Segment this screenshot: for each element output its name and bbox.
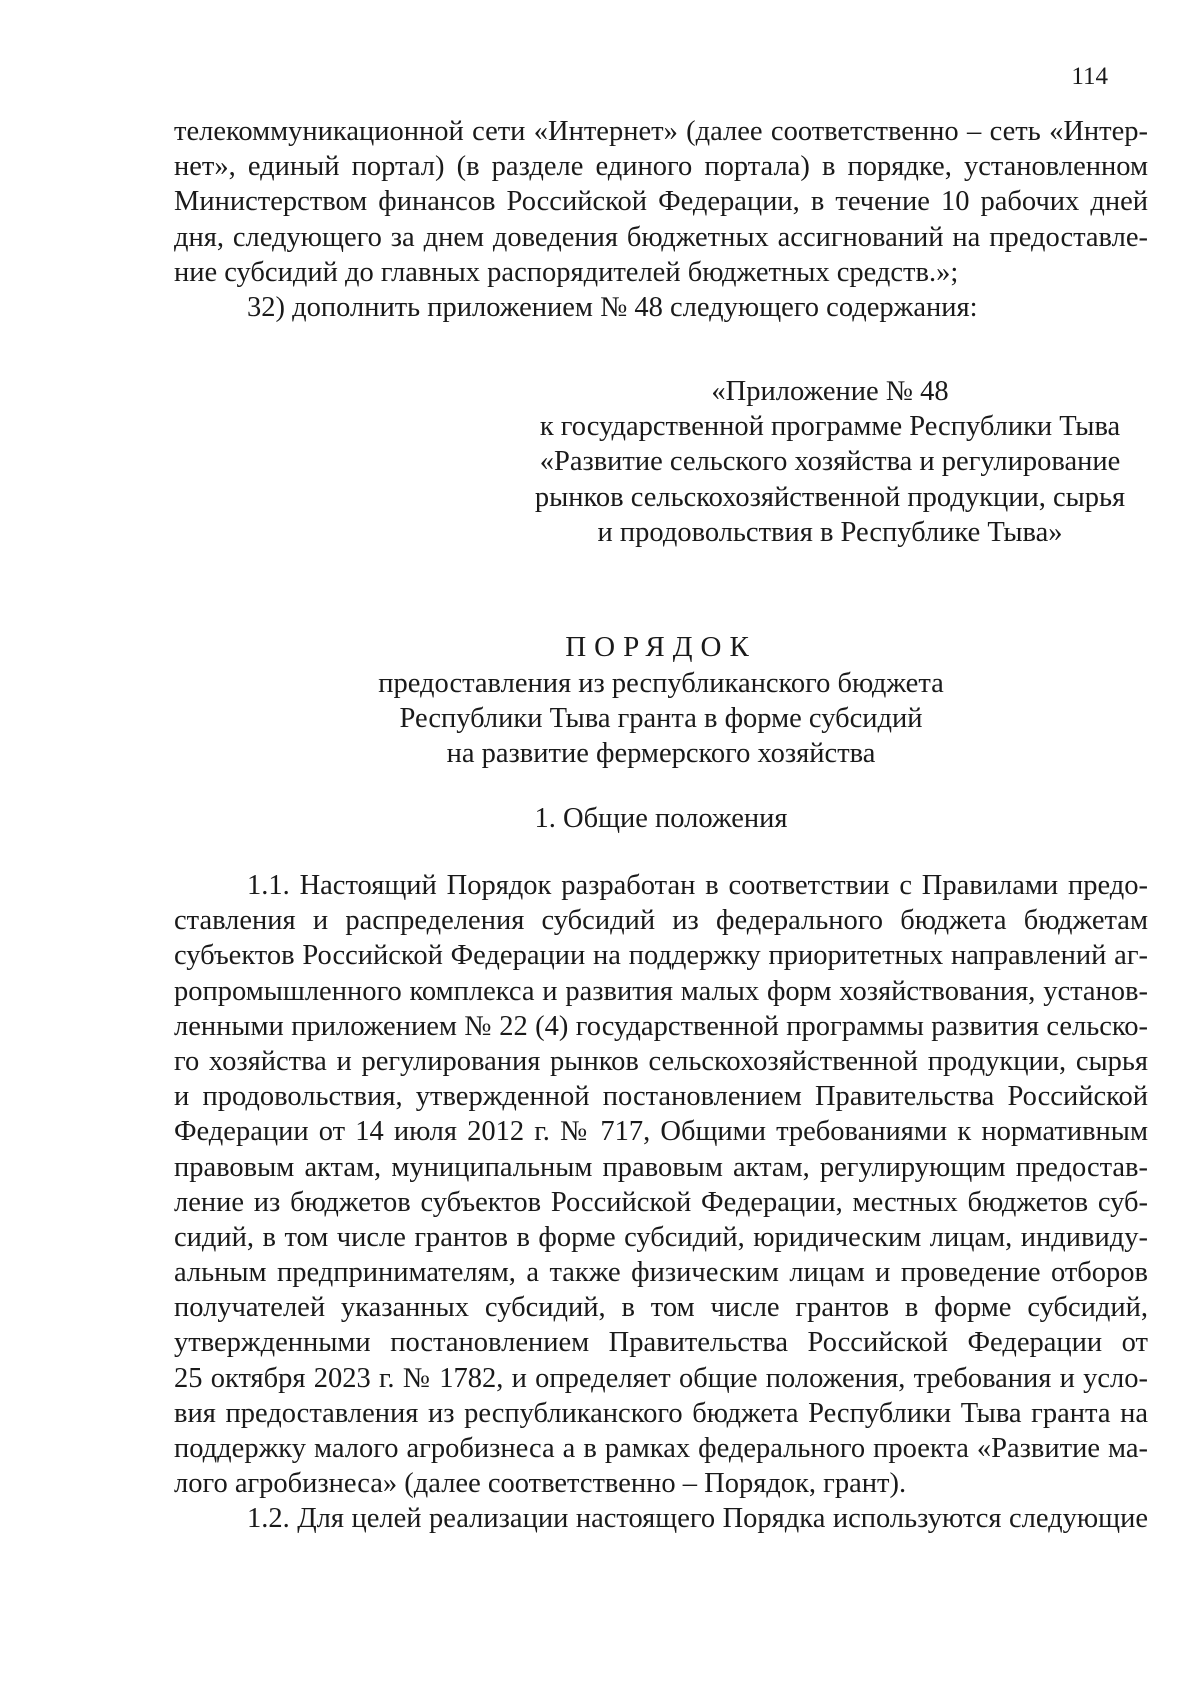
- page-number: 114: [1071, 63, 1108, 90]
- paragraph-line: сидий, в том числе грантов в форме субсидий, юридическим лицам, индивиду-: [174, 1221, 1148, 1253]
- paragraph-line: 25 октября 2023 г. № 1782, и определяет общие положения, требования и усло-: [174, 1362, 1148, 1394]
- paragraph-line: ропромышленного комплекса и развития малых форм хозяйствования, установ-: [174, 975, 1148, 1007]
- section-heading: 1. Общие положения: [534, 803, 788, 834]
- intro-line: телекоммуникационной сети «Интернет» (далее соответственно – сеть «Интер-: [174, 116, 1148, 147]
- title-main: ПОРЯДОК: [565, 631, 757, 663]
- appendix-line: и продовольствия в Республике Тыва»: [597, 516, 1063, 548]
- appendix-line: «Приложение № 48: [711, 376, 949, 407]
- intro-line: нет», единый портал) (в разделе единого портала) в порядке, установленном: [174, 151, 1148, 183]
- paragraph-line: субъектов Российской Федерации на поддержку приоритетных направлений аг-: [174, 940, 1148, 972]
- item-32: 32) дополнить приложением № 48 следующего содержания:: [247, 291, 978, 323]
- paragraph-line: лого агробизнеса» (далее соответственно – Порядок, грант).: [174, 1468, 907, 1500]
- document-title: [174, 628, 1148, 772]
- paragraph-line: го хозяйства и регулирования рынков сельскохозяйственной продукции, сырья: [174, 1045, 1148, 1077]
- appendix-line: «Развитие сельского хозяйства и регулирование: [539, 446, 1121, 478]
- intro-paragraph: [174, 114, 1148, 325]
- paragraph-line: ление из бюджетов субъектов Российской Федерации, местных бюджетов суб-: [174, 1186, 1148, 1218]
- title-subline: предоставления из республиканского бюджета: [378, 668, 944, 699]
- intro-line: дня, следующего за днем доведения бюджетных ассигнований на предоставле-: [174, 221, 1148, 253]
- paragraph-line: альным предпринимателям, а также физическим лицам и проведение отборов: [174, 1257, 1148, 1289]
- paragraph-line: получателей указанных субсидий, в том числе грантов в форме субсидий,: [174, 1292, 1148, 1324]
- paragraph-line: Федерации от 14 июля 2012 г. № 717, Общими требованиями к нормативным: [174, 1116, 1148, 1148]
- intro-line: ние субсидий до главных распорядителей бюджетных средств.»;: [174, 256, 959, 288]
- paragraph-line: ленными приложением № 22 (4) государственной программы развития сельско-: [174, 1010, 1148, 1042]
- paragraph-line: ставления и распределения субсидий из федерального бюджета бюджетам: [174, 905, 1148, 937]
- paragraph-line: вия предоставления из республиканского бюджета Республики Тыва гранта на: [174, 1397, 1148, 1429]
- title-subline: на развитие фермерского хозяйства: [446, 738, 876, 770]
- paragraph-line: правовым актам, муниципальным правовым актам, регулирующим предостав-: [174, 1151, 1148, 1183]
- paragraph-line: и продовольствия, утвержденной постановлением Правительства Российской: [174, 1081, 1148, 1113]
- title-subline: Республики Тыва гранта в форме субсидий: [399, 703, 923, 735]
- paragraph-line: поддержку малого агробизнеса а в рамках федерального проекта «Развитие ма-: [174, 1433, 1148, 1464]
- paragraph-1-1: [174, 868, 1148, 1537]
- paragraph-line: 1.1. Настоящий Порядок разработан в соответствии с Правилами предо-: [247, 870, 1148, 901]
- intro-line: Министерством финансов Российской Федерации, в течение 10 рабочих дней: [174, 186, 1148, 218]
- paragraph-line: утвержденными постановлением Правительства Российской Федерации от: [174, 1327, 1148, 1359]
- appendix-header: [530, 374, 1130, 550]
- paragraph-1-2-line: 1.2. Для целей реализации настоящего Порядка используются следующие: [247, 1503, 1148, 1535]
- appendix-line: к государственной программе Республики Тыва: [539, 411, 1121, 443]
- appendix-line: рынков сельскохозяйственной продукции, сырья: [534, 481, 1126, 513]
